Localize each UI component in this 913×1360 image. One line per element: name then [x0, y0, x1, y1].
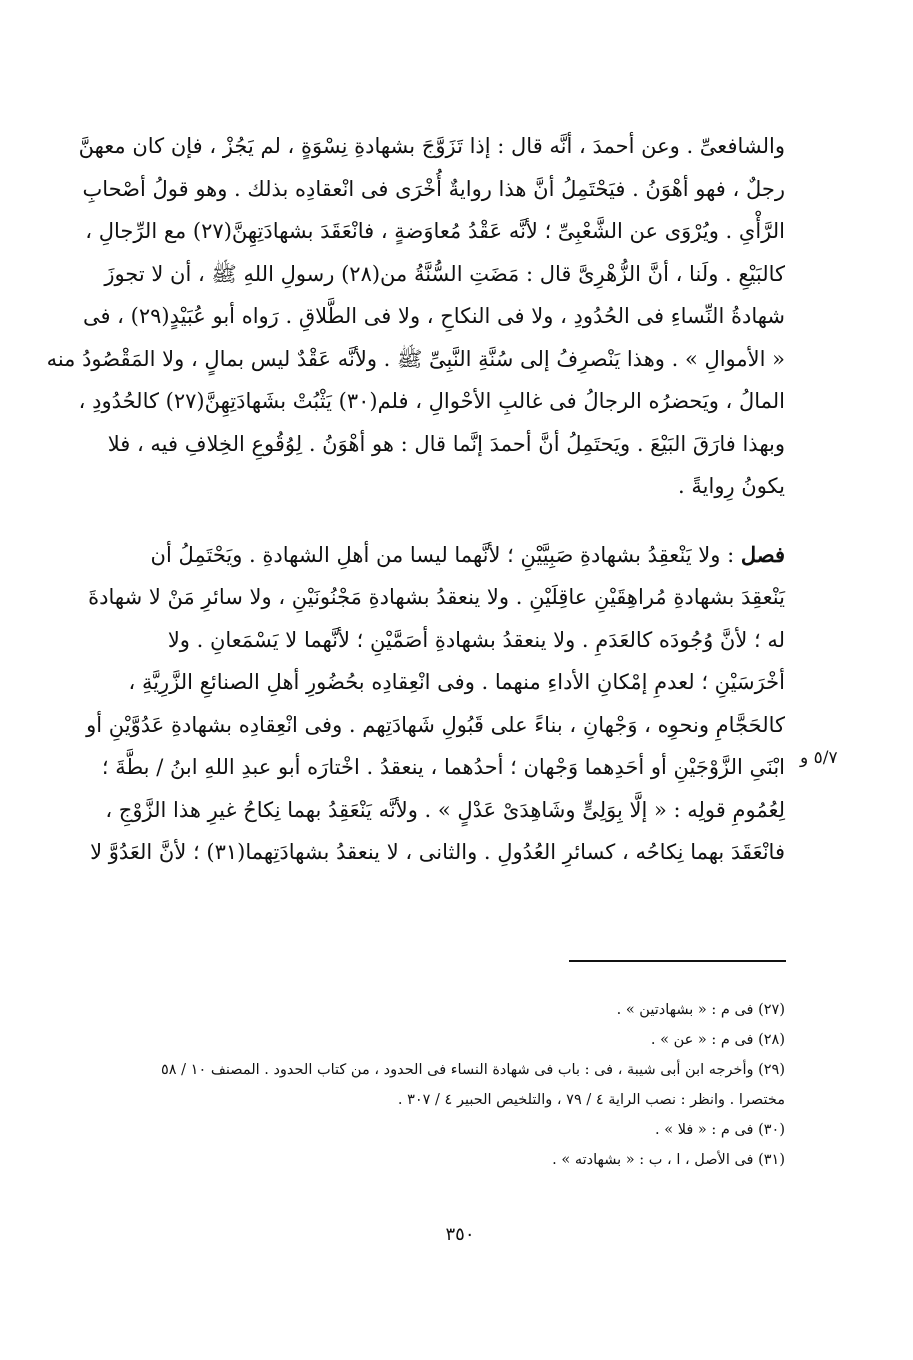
text-line: [100, 534, 785, 577]
footnote-separator: [569, 960, 786, 962]
page-number: ٣٥٠: [445, 1224, 475, 1245]
main-text: [46, 125, 785, 874]
text-line: رجلٌ ، فهو أهْوَنُ . فيَحْتَمِلُ أنَّ هذا روايةٌ أُخْرَى فى انْعقادِه بذلك . وهو قولُ أصْحابِ: [82, 176, 785, 201]
footnote: (٢٧) فى م : « بشهادتين » .: [616, 1002, 785, 1018]
paragraph-2: [86, 534, 785, 874]
text-line: له ؛ لأنَّ وُجُودَه كالعَدَمِ . ولا ينعقدُ بشهادةِ أصَمَّيْنِ ؛ لأنَّهما لا يَسْمَعانِ . ولا: [167, 627, 785, 652]
footnote: (٣١) فى الأصل ، ا ، ب : « بشهادته » .: [552, 1152, 785, 1168]
text-line: المالُ ، ويَحضرُه الرجالُ فى غالبِ الأحْوالِ ، فلم(٣٠) يَثْبُتْ بشَهادَتِهِنَّ(٢٧) كالحُدُودِ ،: [78, 389, 785, 413]
text-line: والشافعىِّ . وعن أحمدَ ، أنَّه قال : إذا تَزَوَّجَ بشهادةِ نِسْوَةٍ ، لم يَجُزْ ، فإن كان معهنَّ: [78, 134, 785, 158]
text-line: يكونُ رِوايةً .: [678, 474, 785, 498]
text-line: وبهذا فارَقَ البَيْعَ . ويَحتَمِلُ أنَّ أحمدَ إنَّما قال : هو أهْوَنُ . لِوُقُوعِ الخِلافِ فيه ، فلا: [107, 431, 785, 456]
heading-line-rest: : ولا يَنْعقِدُ بشهادةِ صَبِيَّيْنِ ؛ لأنَّهما ليسا من أهلِ الشهادةِ . ويَحْتَمِلُ أن: [150, 542, 741, 567]
footnote: (٢٨) فى م : « عن » .: [650, 1032, 785, 1048]
text-line: الرَّأْىِ . ويُرْوَى عن الشَّعْبِىِّ ؛ لأنَّه عَقْدُ مُعاوَضةٍ ، فانْعَقَدَ بشهادَتِهِنَّ(٢٧) مع الرِّجالِ ،: [85, 219, 785, 243]
section-heading: فصل: [740, 541, 785, 567]
margin-folio-note: ٥/٧ و: [800, 748, 838, 768]
footnote: (٢٩) وأخرجه ابن أبى شيبة ، فى : باب فى شهادة النساء فى الحدود ، من كتاب الحدود . المصنف ١٠ / ٥٨: [160, 1062, 785, 1078]
footnote: (٣٠) فى م : « فلا » .: [655, 1122, 785, 1138]
text-line: لِعُمُومِ قولِه : « إلَّا بِوَلِىٍّ وشَاهِدَىْ عَدْلٍ » . ولأنَّه يَنْعَقِدُ بهما نِكاحُ غيرِ هذا الزَّوْجِ ،: [105, 797, 785, 822]
footnotes: [100, 995, 785, 1175]
text-line: شهادةُ النِّساءِ فى الحُدُودِ ، ولا فى النكاحِ ، ولا فى الطَّلاقِ . رَواه أبو عُبَيْدٍ(٢٩) ، فى: [82, 304, 785, 328]
text-line: كالحَجَّامِ ونحوِه ، وَجْهانِ ، بناءً على قَبُولِ شَهادَتِهم . وفى انْعِقادِه بشهادةِ عَدُوَّيْنِ أو: [86, 712, 785, 737]
paragraph-1: [46, 125, 785, 508]
text-line: ابْنَىِ الزَّوْجَيْنِ أو أحَدِهما وَجْهان ؛ أحدُهما ، ينعقدُ . اخْتارَه أبو عبدِ اللهِ ابنُ / بطَّةَ ؛: [101, 755, 785, 779]
text-line: كالبَيْعِ . ولَنا ، أنَّ الزُّهْرِىَّ قال : مَضَتِ السُّنَّةُ من(٢٨) رسولِ اللهِ ﷺ ، أن لا تجوزَ: [104, 261, 785, 286]
text-line: فانْعَقَدَ بهما نِكاحُه ، كسائرِ العُدُولِ . والثانى ، لا ينعقدُ بشهادَتِهما(٣١) ؛ لأنَّ العَدُوَّ لا: [90, 840, 785, 864]
footnote-continuation: مختصرا . وانظر : نصب الراية ٤ / ٧٩ ، والتلخيص الحبير ٤ / ٣٠٧ .: [397, 1092, 785, 1108]
text-line: « الأموالِ » . وهذا يَنْصرِفُ إلى سُنَّةِ النَّبِىِّ ﷺ . ولأنَّه عَقْدٌ ليس بمالٍ ، ولا المَقْصُودُ منه: [46, 346, 785, 371]
text-line: أخْرَسَيْنِ ؛ لعدمِ إمْكانِ الأداءِ منهما . وفى انْعِقادِه بحُضُورِ أهلِ الصنائعِ الزَّرِيَّةِ ،: [128, 670, 785, 694]
text-line: يَنْعقِدَ بشهادةِ مُراهِقَيْنِ عاقِلَيْنِ . ولا ينعقدُ بشهادةِ مَجْنُونَيْنِ ، ولا سائرِ مَنْ لا شهادةَ: [88, 585, 785, 609]
